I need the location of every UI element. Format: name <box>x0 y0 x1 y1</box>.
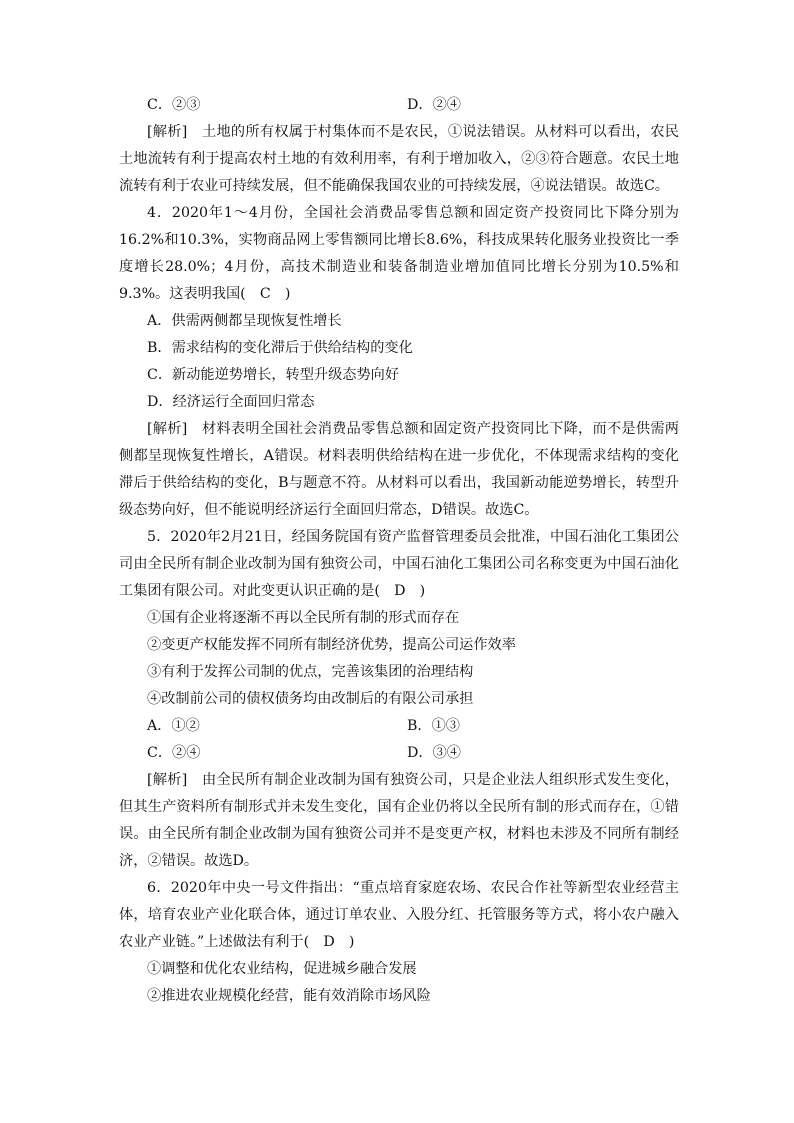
q5-option-c: C．②④ <box>147 745 201 761</box>
prev-analysis: [解析] 土地的所有权属于村集体而不是农民，①说法错误。从材料可以看出，农民土地流转有利于提高农村土地的有效利用率，有利于增加收入，②③符合题意。农民土地流转有利于农业可持续发展，但不能确保我国农业的可持续发展，④说法错误。故选C。 <box>119 124 679 194</box>
q5-options-row-1 <box>119 713 679 740</box>
q4-option-a: A．供需两侧都呈现恢复性增长 <box>147 313 342 329</box>
q5-options-row-2 <box>119 740 679 767</box>
option-d: D．②④ <box>407 97 461 113</box>
q5-option-d: D．③④ <box>407 745 461 761</box>
q6-stem: 6．2020年中央一号文件指出：“重点培育家庭农场、农民合作社等新型农业经营主体，培育农业产业化联合体，通过订单农业、入股分红、托管服务等方式，将小农户融入农业产业链。”上述做法有利于( D ) <box>119 880 679 950</box>
option-c: C．②③ <box>147 97 201 113</box>
q4-option-d: D．经济运行全面回归常态 <box>147 394 315 410</box>
q5-item-4: ④改制前公司的债权债务均由改制后的有限公司承担 <box>147 691 474 707</box>
q6-item-2: ②推进农业规模化经营，能有效消除市场风险 <box>147 988 431 1004</box>
q5-option-b: B．①③ <box>407 718 460 734</box>
q5-analysis: [解析] 由全民所有制企业改制为国有独资公司，只是企业法人组织形式发生变化，但其生产资料所有制形式并未发生变化，国有企业仍将以全民所有制的形式而存在，①错误。由全民所有制企业改制为国有独资公司并不是变更产权，材料也未涉及不同所有制经济，②错误。故选D。 <box>119 772 679 869</box>
q4-analysis: [解析] 材料表明全国社会消费品零售总额和固定资产投资同比下降，而不是供需两侧都呈现恢复性增长，A错误。材料表明供给结构在进一步优化，不体现需求结构的变化滞后于供给结构的变化，B与题意不符。从材料可以看出，我国新动能逆势增长，转型升级态势向好，但不能说明经济运行全面回归常态，D错误。故选C。 <box>119 421 679 518</box>
prev-question-options <box>119 92 679 119</box>
q5-item-1: ①国有企业将逐渐不再以全民所有制的形式而存在 <box>147 610 460 626</box>
q4-option-b: B．需求结构的变化滞后于供给结构的变化 <box>147 340 413 356</box>
q5-item-3: ③有利于发挥公司制的优点，完善该集团的治理结构 <box>147 664 474 680</box>
q5-item-2: ②变更产权能发挥不同所有制经济优势，提高公司运作效率 <box>147 637 516 653</box>
q5-stem: 5．2020年2月21日，经国务院国有资产监督管理委员会批准，中国石油化工集团公司由全民所有制企业改制为国有独资公司，中国石油化工集团公司名称变更为中国石油化工集团有限公司。对此变更认识正确的是( D ) <box>119 529 679 599</box>
q4-stem: 4．2020年1～4月份，全国社会消费品零售总额和固定资产投资同比下降分别为16.2%和10.3%，实物商品网上零售额同比增长8.6%，科技成果转化服务业投资比一季度增长28.0%；4月份，高技术制造业和装备制造业增加值同比增长分别为10.5%和9.3%。这表明我国( C ) <box>119 205 679 302</box>
document-content <box>119 92 679 1010</box>
q5-option-a: A．①② <box>147 718 200 734</box>
q6-item-1: ①调整和优化农业结构，促进城乡融合发展 <box>147 961 417 977</box>
q4-option-c: C．新动能逆势增长，转型升级态势向好 <box>147 367 400 383</box>
